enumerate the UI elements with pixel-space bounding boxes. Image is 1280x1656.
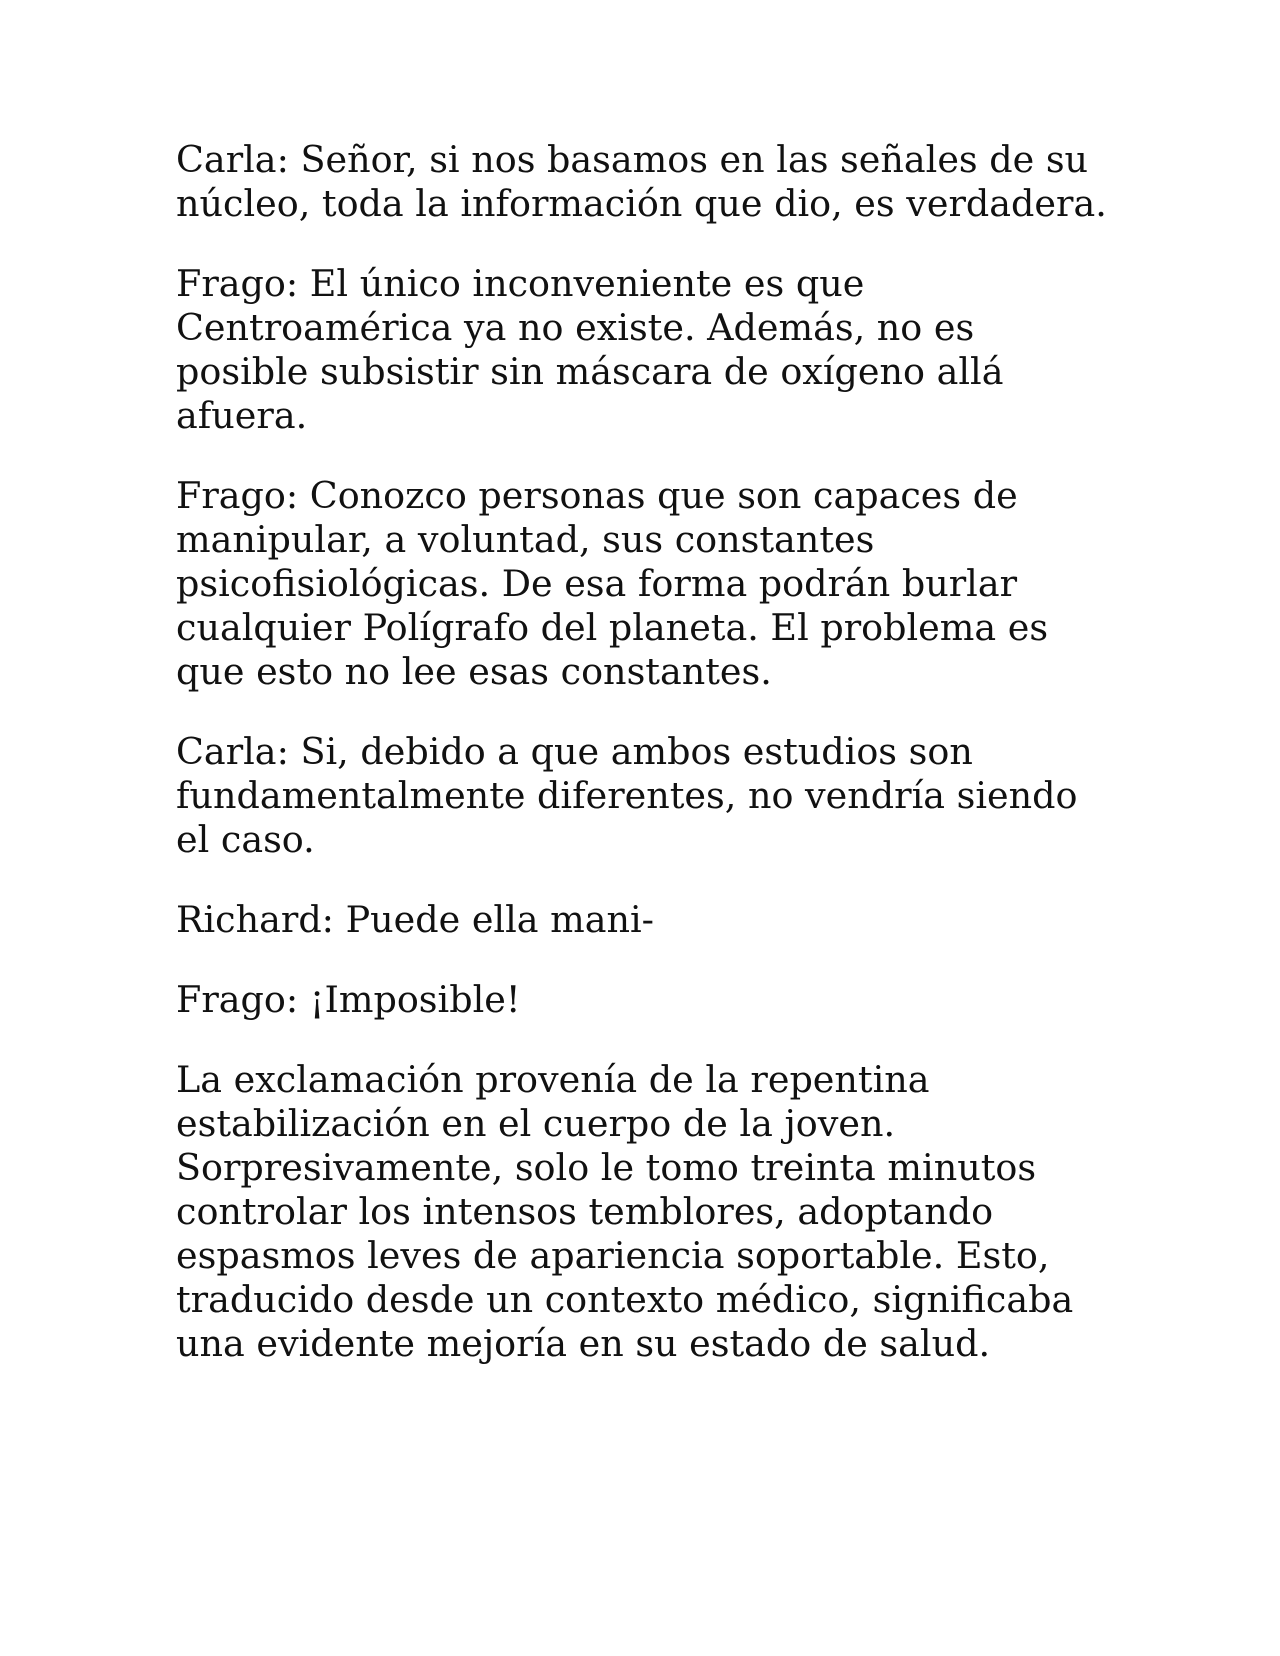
dialogue-paragraph: Richard: Puede ella mani- [176, 898, 655, 941]
dialogue-paragraph: Frago: Conozco personas que son capaces de manipular, a voluntad, sus constantes psicofisiológicas. De esa forma podrán burlar cualquier Polígrafo del planeta. El problema es que esto no lee esas constantes. [176, 474, 1049, 693]
dialogue-paragraph: Carla: Si, debido a que ambos estudios son fundamentalmente diferentes, no vendría siendo el caso. [176, 730, 1078, 861]
dialogue-paragraph: Carla: Señor, si nos basamos en las señales de su núcleo, toda la información que dio, es verdadera. [176, 138, 1107, 225]
dialogue-paragraph: Frago: ¡Imposible! [176, 978, 521, 1021]
narrative-paragraph: La exclamación provenía de la repentina estabilización en el cuerpo de la joven. Sorpresivamente, solo le tomo treinta minutos controlar los intensos temblores, adoptando espasmos leves de apariencia soportable. Esto, traducido desde un contexto médico, significaba una evidente mejoría en su estado de salud. [176, 1058, 1074, 1365]
document-page [176, 138, 1116, 1402]
dialogue-paragraph: Frago: El único inconveniente es que Centroamérica ya no existe. Además, no es posible subsistir sin máscara de oxígeno allá afuera. [176, 262, 1004, 437]
